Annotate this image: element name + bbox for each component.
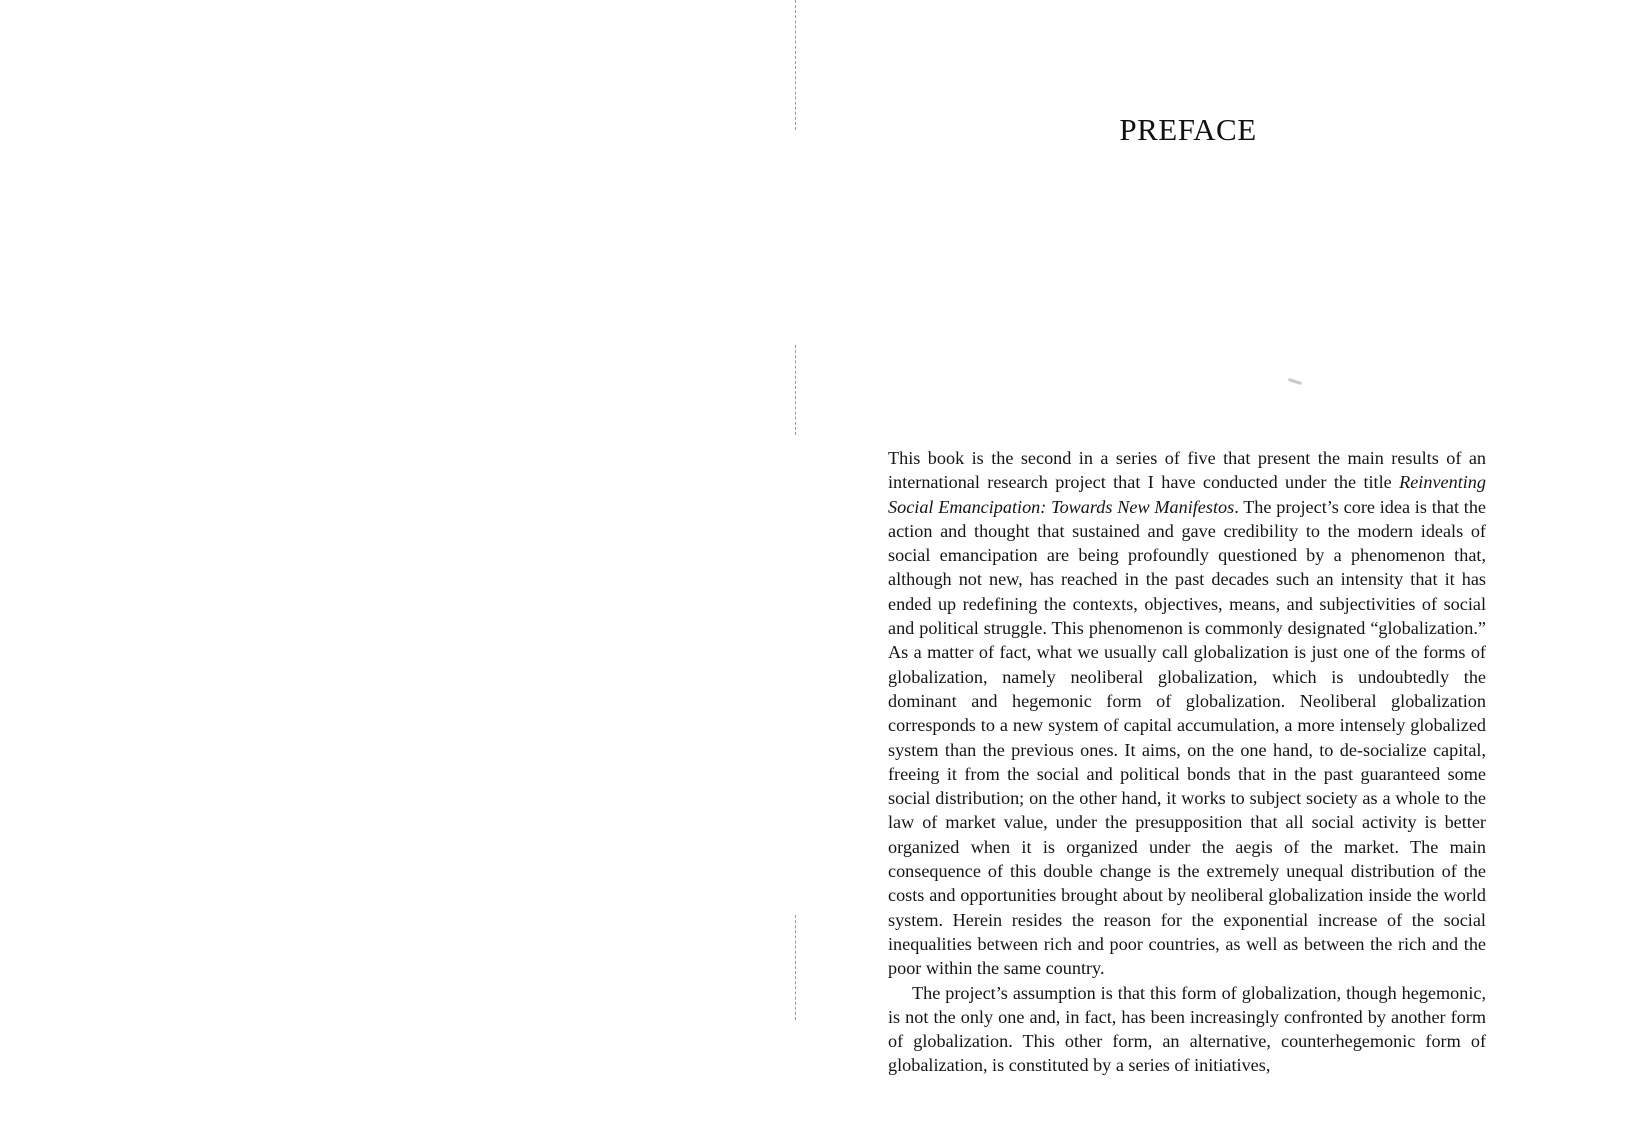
scan-smudge: [1288, 378, 1302, 385]
preface-body: [888, 446, 1486, 1078]
gutter-scan-mark: [795, 915, 796, 1020]
paragraph-2: The project’s assumption is that this form of globalization, though hegemonic, is not the only one and, in fact, has been increasingly confronted by another form of globalization. This other form, an alternative, counterhegemonic form of globalization, is constituted by a series of initiatives,: [888, 982, 1486, 1076]
paragraph-1: [888, 446, 1486, 981]
right-page: [888, 0, 1488, 1137]
gutter-scan-mark: [795, 0, 796, 130]
page-title: PREFACE: [1119, 112, 1257, 147]
paragraph-1-rest: . The project’s core idea is that the action and thought that sustained and gave credibility to the modern ideals of social emancipation are being profoundly questioned by a phenomenon that, although not new, has reached in the past decades such an intensity that it has ended up redefining the contexts, objectives, means, and subjectivities of social and political struggle. This phenomenon is commonly designated “globalization.” As a matter of fact, what we usually call globalization is just one of the forms of globalization, namely neoliberal globalization, which is undoubtedly the dominant and hegemonic form of globalization. Neoliberal globalization corresponds to a new system of capital accumulation, a more intensely globalized system than the previous ones. It aims, on the one hand, to de-socialize capital, freeing it from the social and political bonds that in the past guaranteed some social distribution; on the other hand, it works to subject society as a whole to the law of market value, under the presupposition that all social activity is better organized when it is organized under the aegis of the market. The main consequence of this double change is the extremely unequal distribution of the costs and opportunities brought about by neoliberal globalization inside the world system. Herein resides the reason for the exponential increase of the social inequalities between rich and poor countries, as well as between the rich and the poor within the same country.: [888, 496, 1486, 979]
project-title-italic: Reinventing Social Emancipation: Towards New Manifestos: [888, 472, 1486, 517]
paragraph-1-start: This book is the second in a series of five that present the main results of an international research project that I have conducted under the title: [888, 448, 1486, 493]
gutter-scan-mark: [795, 345, 796, 435]
